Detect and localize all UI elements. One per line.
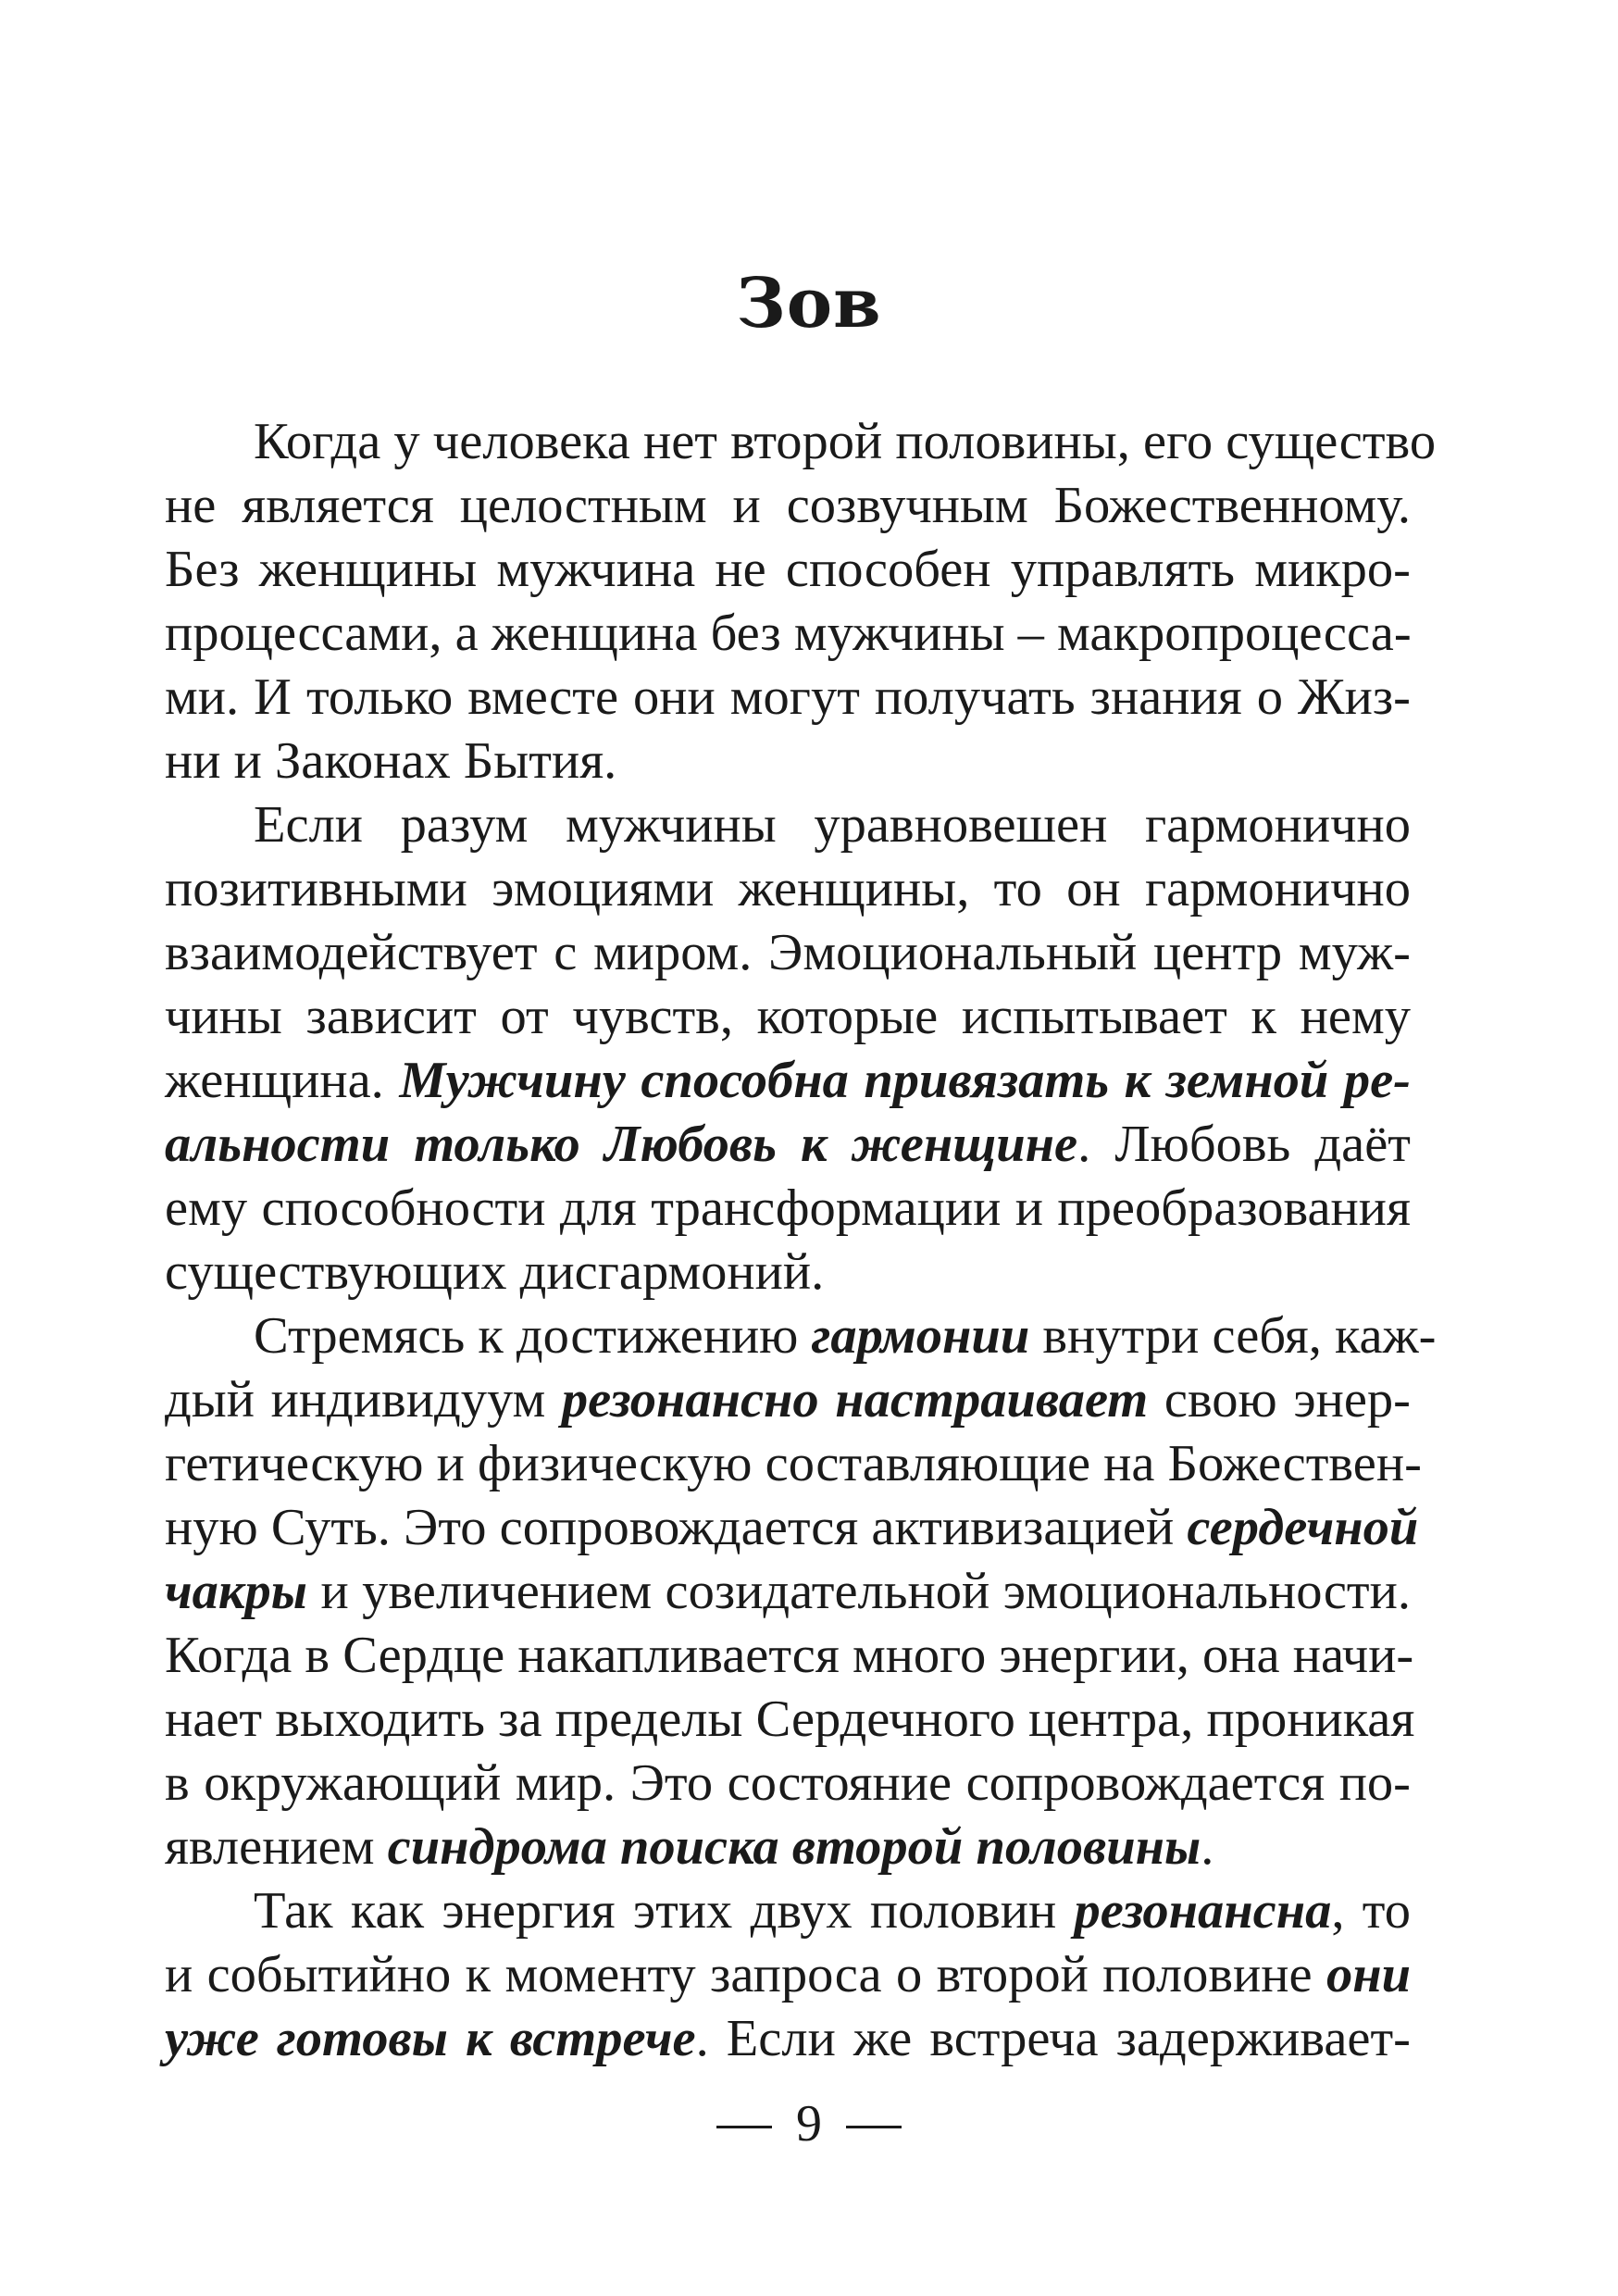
text-segment: ную Суть. Это сопровождается активизацией [165,1499,1188,1556]
text-segment: Когда у человека нет второй половины, его существо [254,413,1437,470]
text-line [165,730,1411,793]
emphasis-text: альности только Любовь к женщине [165,1116,1078,1173]
emphasis-text: резонансно настраивает [561,1371,1149,1429]
emphasis-text: они [1326,1946,1411,2003]
emphasis-text: резонансна [1074,1882,1332,1940]
page-number: 9 [796,2095,822,2152]
folio-dash-right [846,2126,902,2128]
text-line [165,1688,1415,1752]
text-line [165,1816,1411,1879]
text-line [165,1368,1411,1432]
text-segment: дый индивидуум [165,1371,562,1429]
page-folio [0,2091,1618,2156]
text-segment: Когда в Сердце накапливается много энергии, она начи- [165,1627,1414,1684]
text-segment: , то [1331,1882,1411,1940]
text-segment: существующих дисгармоний. [165,1243,825,1301]
text-segment: чины зависит от чувств, которые испытывает к нему [165,988,1411,1045]
text-segment: Так как энергия этих двух половин [254,1882,1075,1940]
emphasis-text: Мужчину способна привязать к земной ре- [399,1052,1411,1109]
folio-dash-left [716,2126,772,2128]
text-line [165,2007,1411,2071]
text-segment: женщина. [165,1052,400,1109]
text-segment: . Любовь даёт [1077,1116,1411,1173]
text-segment: свою энер- [1148,1371,1411,1429]
emphasis-text: гармонии [811,1307,1030,1365]
text-line [165,857,1411,921]
text-segment: не является целостным и созвучным Божественному. [165,477,1411,534]
text-segment: внутри себя, каж- [1029,1307,1437,1365]
text-line [165,1560,1411,1624]
chapter-body [165,410,1437,2071]
text-line [165,1879,1411,1943]
text-segment: ему способности для трансформации и преобразования [165,1179,1411,1237]
text-segment: . Если же встреча задерживает- [695,2010,1411,2067]
text-segment: ни и Законах Бытия. [165,732,617,790]
text-line [165,921,1411,985]
text-line [165,1752,1411,1816]
emphasis-text: синдрома поиска второй половины [387,1818,1201,1876]
text-line [165,1432,1422,1496]
text-segment: нает выходить за пределы Сердечного центра, проникая [165,1691,1415,1748]
text-segment: Без женщины мужчина не способен управлять микро- [165,541,1411,598]
text-line [165,410,1437,474]
emphasis-text: сердечной [1187,1499,1419,1556]
text-line [165,1241,1411,1304]
text-segment: явлением [165,1818,388,1876]
text-segment: ми. И только вместе они могут получать знания о Жиз- [165,668,1411,726]
chapter-title: Зов [736,264,882,343]
text-line [165,985,1411,1049]
text-segment: позитивными эмоциями женщины, то он гармонично [165,860,1411,917]
text-line [165,538,1411,602]
emphasis-text: чакры [165,1563,307,1620]
text-segment: . [1201,1818,1214,1876]
text-line [165,1049,1411,1113]
text-line [165,1113,1411,1177]
text-line [165,1304,1437,1368]
text-line [165,793,1411,857]
text-line [165,602,1411,666]
text-line [165,1496,1419,1560]
text-segment: в окружающий мир. Это состояние сопровождается по- [165,1754,1411,1812]
text-line [165,1943,1411,2007]
emphasis-text: уже готовы к встрече [165,2010,696,2067]
text-segment: Стремясь к достижению [254,1307,812,1365]
text-line [165,666,1411,730]
text-segment: гетическую и физическую составляющие на Божествен- [165,1435,1422,1492]
text-segment: и событийно к моменту запроса о второй половине [165,1946,1326,2003]
text-segment: взаимодействует с миром. Эмоциональный центр муж- [165,924,1411,981]
text-line [165,1177,1411,1241]
text-line [165,1624,1414,1688]
text-segment: Если разум мужчины уравновешен гармонично [254,796,1411,854]
text-segment: и увеличением созидательной эмоциональности. [307,1563,1411,1620]
text-line [165,474,1411,538]
text-segment: процессами, а женщина без мужчины – макропроцесса- [165,605,1412,662]
